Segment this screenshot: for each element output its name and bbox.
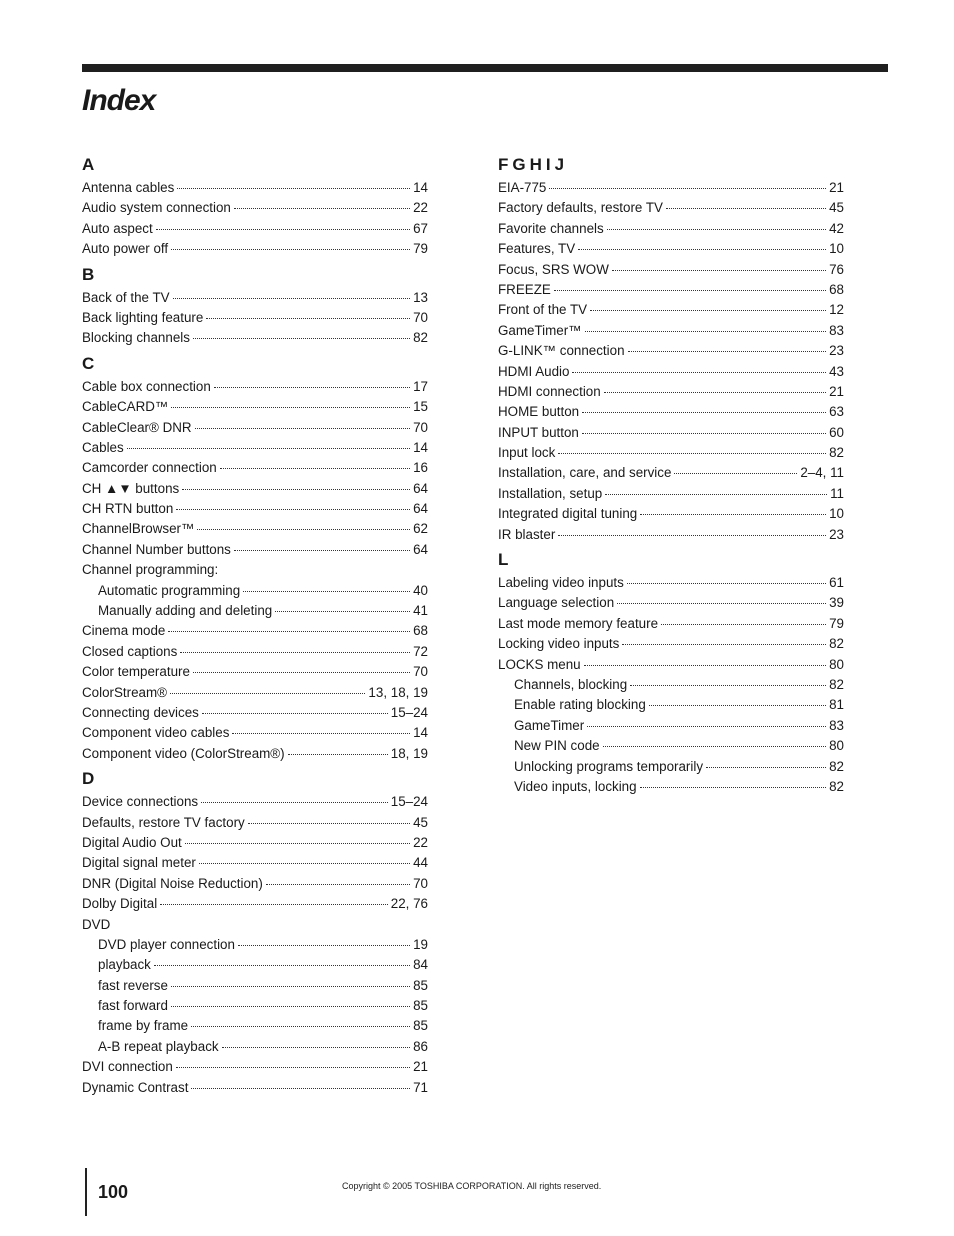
index-entry	[498, 362, 844, 382]
dot-leader	[666, 208, 826, 209]
index-entry	[498, 573, 844, 593]
dot-leader	[603, 746, 827, 747]
entry-term: Unlocking programs temporarily	[514, 758, 704, 774]
dot-leader	[202, 713, 388, 714]
entry-page: 18, 19	[390, 745, 428, 761]
entry-term: frame by frame	[98, 1018, 189, 1034]
dot-leader	[649, 705, 826, 706]
entry-page: 23	[829, 526, 844, 542]
index-section	[82, 766, 428, 1098]
entry-page: 15	[413, 399, 428, 415]
entry-page: 85	[413, 998, 428, 1014]
page-number: 100	[98, 1182, 129, 1202]
entry-term: Channels, blocking	[514, 676, 628, 692]
index-entry	[82, 915, 428, 935]
entry-page: 13, 18, 19	[368, 684, 428, 700]
dot-leader	[191, 1026, 410, 1027]
index-entry	[82, 219, 428, 239]
entry-page: 68	[829, 281, 844, 297]
entry-page: 86	[413, 1038, 428, 1054]
dot-leader	[173, 298, 411, 299]
index-entry	[498, 260, 844, 280]
entry-term: Video inputs, locking	[514, 778, 637, 794]
index-entry	[82, 813, 428, 833]
dot-leader	[661, 624, 826, 625]
dot-leader	[201, 802, 388, 803]
dot-leader	[587, 726, 826, 727]
index-entry	[82, 996, 428, 1016]
entry-term: New PIN code	[514, 738, 600, 754]
index-entry	[498, 321, 844, 341]
dot-leader	[248, 823, 410, 824]
entry-term: Defaults, restore TV factory	[82, 814, 245, 830]
entry-page: 81	[829, 697, 844, 713]
entry-term: Installation, care, and service	[498, 465, 672, 481]
entry-term: Audio system connection	[82, 200, 231, 216]
entry-page: 82	[829, 758, 844, 774]
index-column-left	[82, 150, 428, 1098]
entry-term: Auto aspect	[82, 220, 153, 236]
index-entry	[498, 504, 844, 524]
entry-term: IR blaster	[498, 526, 556, 542]
entry-term: fast reverse	[98, 977, 168, 993]
index-section	[82, 351, 428, 764]
index-entry	[82, 239, 428, 259]
entry-term: Color temperature	[82, 664, 190, 680]
dot-leader	[554, 290, 826, 291]
dot-leader	[206, 318, 410, 319]
entry-term: Cables	[82, 439, 124, 455]
entry-term: DVI connection	[82, 1059, 173, 1075]
index-entry	[82, 308, 428, 328]
entry-page: 22	[413, 834, 428, 850]
entry-page: 72	[413, 643, 428, 659]
entry-page: 19	[413, 936, 428, 952]
index-entry	[498, 402, 844, 422]
index-entry	[82, 581, 428, 601]
index-entry	[82, 418, 428, 438]
entry-page: 60	[829, 424, 844, 440]
entry-term: Back of the TV	[82, 289, 170, 305]
index-entry	[82, 519, 428, 539]
dot-leader	[706, 767, 826, 768]
index-entry	[82, 703, 428, 723]
index-entry	[498, 280, 844, 300]
entry-page: 84	[413, 957, 428, 973]
entry-term: Integrated digital tuning	[498, 506, 638, 522]
dot-leader	[127, 448, 410, 449]
entry-page: 10	[829, 241, 844, 257]
index-entry	[498, 423, 844, 443]
index-entry	[82, 377, 428, 397]
dot-leader	[243, 591, 410, 592]
dot-leader	[612, 270, 826, 271]
entry-page: 45	[829, 200, 844, 216]
index-section	[498, 152, 844, 545]
entry-term: CableCARD™	[82, 399, 169, 415]
entry-term: CH ▲▼ buttons	[82, 480, 180, 496]
entry-page: 79	[413, 241, 428, 257]
section-letter: B	[82, 264, 95, 284]
index-column-right	[498, 150, 844, 797]
entry-term: DVD	[82, 916, 111, 932]
entry-page: 22, 76	[390, 896, 428, 912]
index-entry	[498, 341, 844, 361]
entry-page: 11	[830, 485, 844, 501]
entry-page: 22	[413, 200, 428, 216]
index-entry	[82, 621, 428, 641]
dot-leader	[156, 229, 410, 230]
entry-term: Dolby Digital	[82, 896, 158, 912]
dot-leader	[585, 331, 827, 332]
index-entry	[82, 792, 428, 812]
entry-page: 21	[829, 180, 844, 195]
index-entry	[82, 833, 428, 853]
page-title: Index	[82, 84, 156, 117]
entry-term: Automatic programming	[98, 582, 241, 598]
entry-term: Cable box connection	[82, 378, 211, 394]
entry-page: 80	[829, 656, 844, 672]
entry-page: 70	[413, 664, 428, 680]
dot-leader	[234, 208, 410, 209]
index-entry	[82, 1037, 428, 1057]
dot-leader	[622, 644, 826, 645]
entry-page: 44	[413, 855, 428, 871]
index-entry	[498, 484, 844, 504]
entry-page: 2–4, 11	[800, 465, 844, 481]
index-entry	[82, 744, 428, 764]
index-entry	[498, 239, 844, 259]
entry-page: 82	[829, 676, 844, 692]
entry-page: 64	[413, 501, 428, 517]
entry-term: Favorite channels	[498, 220, 604, 236]
dot-leader	[197, 529, 410, 530]
entry-page: 61	[829, 575, 844, 591]
dot-leader	[232, 733, 410, 734]
dot-leader	[176, 509, 410, 510]
dot-leader	[222, 1047, 411, 1048]
entry-page: 14	[413, 439, 428, 455]
entry-term: Dynamic Contrast	[82, 1079, 189, 1095]
entry-page: 21	[829, 383, 844, 399]
dot-leader	[214, 387, 410, 388]
entry-term: Digital Audio Out	[82, 834, 182, 850]
entry-term: FREEZE	[498, 281, 551, 297]
index-entry	[82, 198, 428, 218]
dot-leader	[578, 249, 826, 250]
index-entry	[82, 479, 428, 499]
entry-term: Installation, setup	[498, 485, 603, 501]
index-entry	[82, 458, 428, 478]
entry-page: 68	[413, 623, 428, 639]
entry-page: 14	[413, 725, 428, 741]
entry-term: fast forward	[98, 998, 168, 1014]
entry-page: 76	[829, 261, 844, 277]
entry-term: ChannelBrowser™	[82, 521, 195, 537]
index-entry	[82, 560, 428, 580]
index-entry	[82, 853, 428, 873]
index-entry	[498, 716, 844, 736]
index-entry	[82, 499, 428, 519]
index-entry	[498, 525, 844, 545]
index-entry	[82, 976, 428, 996]
entry-term: Last mode memory feature	[498, 615, 659, 631]
dot-leader	[171, 249, 410, 250]
entry-page: 40	[413, 582, 428, 598]
entry-term: HOME button	[498, 404, 580, 420]
entry-term: Features, TV	[498, 241, 576, 257]
dot-leader	[238, 945, 410, 946]
section-letter: C	[82, 353, 95, 373]
index-entry	[82, 1057, 428, 1077]
index-entry	[82, 601, 428, 621]
entry-term: DVD player connection	[98, 936, 235, 952]
entry-page: 64	[413, 480, 428, 496]
dot-leader	[168, 631, 410, 632]
entry-term: DNR (Digital Noise Reduction)	[82, 875, 263, 891]
dot-leader	[558, 453, 826, 454]
entry-page: 45	[413, 814, 428, 830]
dot-leader	[170, 693, 365, 694]
entry-term: GameTimer™	[498, 322, 582, 338]
index-entry	[498, 178, 844, 198]
dot-leader	[180, 652, 410, 653]
dot-leader	[617, 603, 826, 604]
dot-leader	[584, 665, 826, 666]
dot-leader	[266, 884, 410, 885]
entry-page: 71	[413, 1079, 428, 1095]
index-entry	[82, 1078, 428, 1098]
entry-page: 14	[413, 180, 428, 195]
entry-term: Component video cables	[82, 725, 230, 741]
index-entry	[498, 634, 844, 654]
dot-leader	[558, 535, 826, 536]
entry-page: 82	[413, 330, 428, 346]
entry-term: EIA-775	[498, 180, 547, 195]
entry-term: playback	[98, 957, 151, 973]
index-entry	[498, 300, 844, 320]
entry-term: Antenna cables	[82, 180, 175, 195]
entry-term: Locking video inputs	[498, 636, 620, 652]
entry-term: Auto power off	[82, 241, 169, 257]
entry-page: 83	[829, 717, 844, 733]
entry-page: 82	[829, 445, 844, 461]
index-entry	[82, 723, 428, 743]
index-entry	[498, 198, 844, 218]
entry-term: Language selection	[498, 595, 615, 611]
dot-leader	[674, 473, 797, 474]
entry-term: Blocking channels	[82, 330, 190, 346]
index-entry	[82, 328, 428, 348]
entry-term: Focus, SRS WOW	[498, 261, 609, 277]
dot-leader	[640, 514, 826, 515]
dot-leader	[182, 489, 410, 490]
entry-page: 85	[413, 977, 428, 993]
index-entry	[82, 288, 428, 308]
entry-term: Digital signal meter	[82, 855, 196, 871]
index-entry	[82, 955, 428, 975]
entry-term: HDMI Audio	[498, 363, 570, 379]
dot-leader	[234, 550, 410, 551]
entry-term: CH RTN button	[82, 501, 174, 517]
index-entry	[82, 662, 428, 682]
entry-page: 42	[829, 220, 844, 236]
index-entry	[498, 757, 844, 777]
dot-leader	[628, 351, 827, 352]
index-section	[82, 262, 428, 349]
dot-leader	[185, 843, 410, 844]
entry-page: 39	[829, 595, 844, 611]
index-entry	[498, 736, 844, 756]
dot-leader	[582, 412, 826, 413]
index-entry	[82, 540, 428, 560]
dot-leader	[199, 863, 410, 864]
dot-leader	[640, 787, 827, 788]
dot-leader	[160, 904, 388, 905]
dot-leader	[195, 428, 411, 429]
entry-term: Device connections	[82, 794, 199, 810]
dot-leader	[607, 229, 826, 230]
index-entry	[498, 593, 844, 613]
dot-leader	[288, 754, 388, 755]
dot-leader	[627, 583, 826, 584]
footer-rule	[85, 1168, 87, 1216]
dot-leader	[582, 433, 826, 434]
entry-term: Closed captions	[82, 643, 178, 659]
index-entry	[82, 1016, 428, 1036]
section-letter: FGHIJ	[498, 155, 569, 174]
entry-term: ColorStream®	[82, 684, 168, 700]
entry-term: G-LINK™ connection	[498, 343, 625, 359]
entry-page: 62	[413, 521, 428, 537]
entry-term: Connecting devices	[82, 704, 199, 720]
index-entry	[82, 438, 428, 458]
dot-leader	[275, 611, 410, 612]
entry-term: Back lighting feature	[82, 309, 204, 325]
entry-term: Factory defaults, restore TV	[498, 200, 663, 216]
entry-term: HDMI connection	[498, 383, 601, 399]
index-entry	[498, 675, 844, 695]
entry-term: LOCKS menu	[498, 656, 581, 672]
dot-leader	[549, 188, 826, 189]
index-entry	[498, 614, 844, 634]
dot-leader	[604, 392, 826, 393]
entry-term: A-B repeat playback	[98, 1038, 219, 1054]
entry-page: 85	[413, 1018, 428, 1034]
entry-page: 10	[829, 506, 844, 522]
dot-leader	[171, 407, 410, 408]
entry-page: 15–24	[390, 794, 428, 810]
dot-leader	[220, 468, 410, 469]
index-entry	[498, 443, 844, 463]
entry-term: Component video (ColorStream®)	[82, 745, 285, 761]
header-rule	[82, 64, 888, 72]
entry-term: Enable rating blocking	[514, 697, 646, 713]
section-letter: A	[82, 155, 95, 174]
entry-term: Labeling video inputs	[498, 575, 624, 591]
entry-page: 63	[829, 404, 844, 420]
dot-leader	[630, 685, 826, 686]
entry-page: 80	[829, 738, 844, 754]
dot-leader	[154, 965, 410, 966]
index-entry	[82, 178, 428, 198]
entry-page: 15–24	[390, 704, 428, 720]
dot-leader	[605, 494, 827, 495]
index-entry	[82, 683, 428, 703]
entry-page: 16	[413, 460, 428, 476]
dot-leader	[572, 372, 826, 373]
dot-leader	[171, 986, 410, 987]
entry-term: Camcorder connection	[82, 460, 217, 476]
entry-term: Input lock	[498, 445, 556, 461]
entry-term: Channel Number buttons	[82, 541, 231, 557]
index-entry	[82, 894, 428, 914]
entry-page: 43	[829, 363, 844, 379]
entry-term: Cinema mode	[82, 623, 166, 639]
dot-leader	[193, 338, 410, 339]
index-entry	[82, 874, 428, 894]
entry-term: Front of the TV	[498, 302, 588, 318]
entry-page: 70	[413, 419, 428, 435]
entry-term: INPUT button	[498, 424, 579, 440]
index-section	[82, 152, 428, 260]
entry-term: Manually adding and deleting	[98, 603, 273, 619]
section-letter: D	[82, 769, 95, 789]
entry-page: 41	[413, 603, 428, 619]
index-entry	[82, 397, 428, 417]
index-entry	[498, 655, 844, 675]
dot-leader	[177, 188, 410, 189]
entry-page: 21	[413, 1059, 428, 1075]
index-entry	[498, 219, 844, 239]
entry-page: 82	[829, 778, 844, 794]
entry-page: 67	[413, 220, 428, 236]
index-section	[498, 547, 844, 797]
entry-page: 12	[829, 302, 844, 318]
dot-leader	[590, 310, 826, 311]
entry-page: 83	[829, 322, 844, 338]
section-letter: L	[498, 550, 513, 570]
dot-leader	[176, 1067, 410, 1068]
dot-leader	[171, 1006, 410, 1007]
dot-leader	[193, 672, 410, 673]
entry-term: Channel programming:	[82, 562, 219, 578]
index-entry	[82, 935, 428, 955]
entry-page: 13	[413, 289, 428, 305]
dot-leader	[191, 1088, 410, 1089]
entry-page: 23	[829, 343, 844, 359]
copyright-notice: Copyright © 2005 TOSHIBA CORPORATION. All rights reserved.	[342, 1181, 602, 1191]
index-entry	[498, 463, 844, 483]
entry-page: 70	[413, 875, 428, 891]
index-entry	[498, 382, 844, 402]
index-entry	[498, 695, 844, 715]
entry-term: GameTimer	[514, 717, 585, 733]
entry-page: 64	[413, 541, 428, 557]
entry-page: 79	[829, 615, 844, 631]
entry-term: CableClear® DNR	[82, 419, 192, 435]
entry-page: 17	[413, 378, 428, 394]
index-entry	[82, 642, 428, 662]
index-entry	[498, 777, 844, 797]
entry-page: 82	[829, 636, 844, 652]
entry-page: 70	[413, 309, 428, 325]
